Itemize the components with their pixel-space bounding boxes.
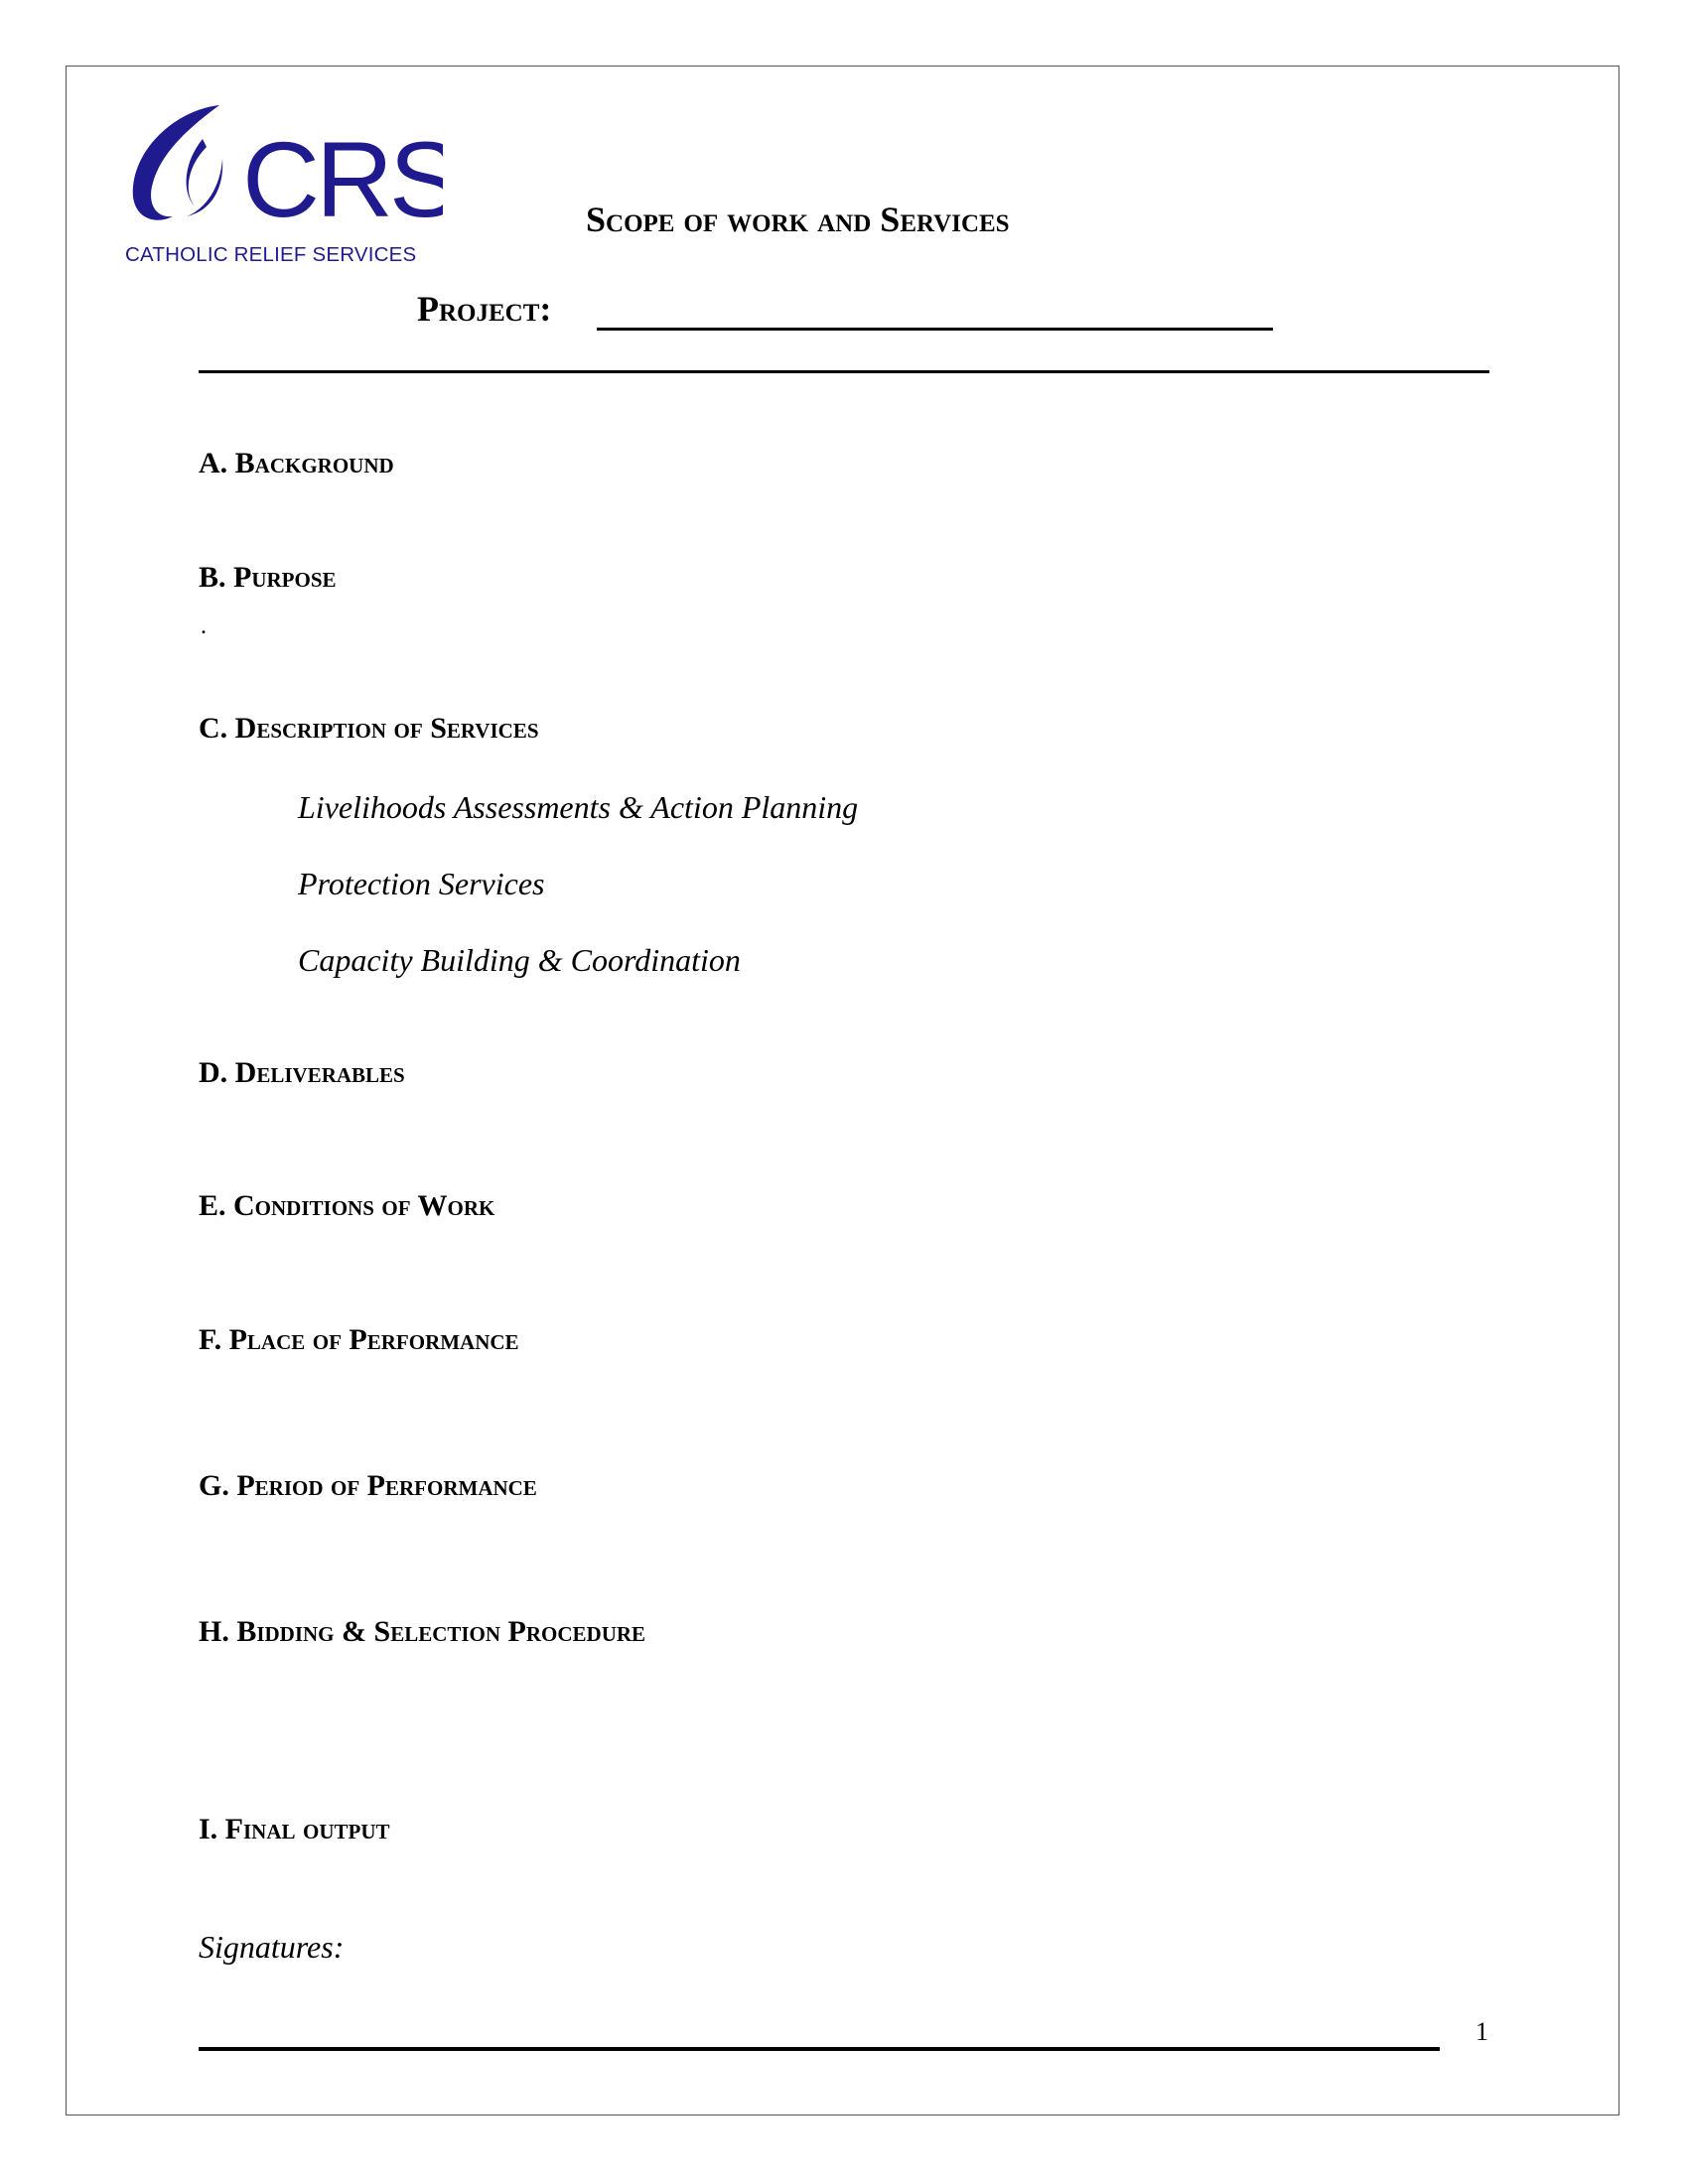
section-conditions-of-work: E. Conditions of Work (199, 1189, 495, 1222)
section-purpose: B. Purpose (199, 561, 337, 594)
header-rule (199, 370, 1489, 373)
service-item: Livelihoods Assessments & Action Planning (298, 789, 859, 825)
document-title: Scope of work and Services (586, 200, 1010, 239)
page-number: 1 (1476, 2017, 1488, 2046)
signatures-label: Signatures: (199, 1929, 345, 1965)
project-label: Project: (417, 289, 552, 329)
project-blank-line[interactable] (597, 328, 1273, 331)
section-background: A. Background (199, 447, 394, 479)
crs-logo-icon (125, 99, 443, 243)
section-description-of-services: C. Description of Services (199, 712, 539, 745)
section-period-of-performance: G. Period of Performance (199, 1469, 537, 1502)
section-final-output: I. Final output (199, 1813, 390, 1845)
crs-wordmark: CRS (242, 119, 443, 239)
purpose-dot: . (201, 614, 207, 639)
crs-logo (125, 99, 443, 266)
section-place-of-performance: F. Place of Performance (199, 1323, 519, 1356)
service-item: Capacity Building & Coordination (298, 942, 741, 978)
service-item: Protection Services (298, 866, 545, 901)
section-bidding-selection: H. Bidding & Selection Procedure (199, 1615, 646, 1648)
logo-tagline: CATHOLIC RELIEF SERVICES (125, 243, 417, 266)
section-deliverables: D. Deliverables (199, 1056, 405, 1089)
signature-line[interactable] (199, 2047, 1440, 2051)
